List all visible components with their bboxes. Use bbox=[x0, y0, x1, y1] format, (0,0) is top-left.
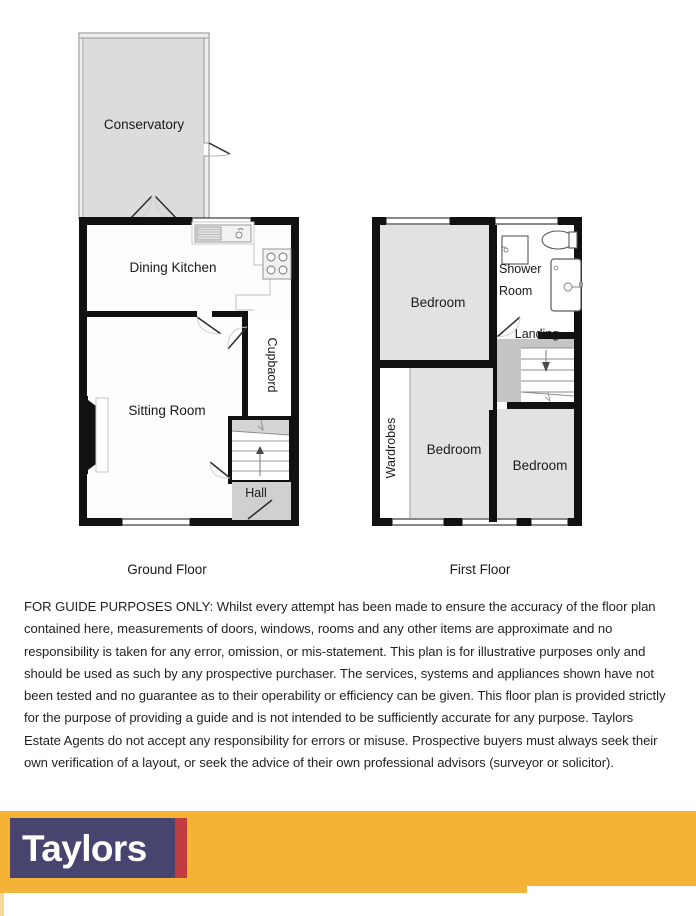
room-bedroom-2 bbox=[380, 368, 497, 522]
room-label-landing: Landing bbox=[514, 327, 560, 341]
staircase-first-floor bbox=[521, 348, 574, 402]
brand-banner-shade bbox=[0, 886, 527, 893]
basin-icon bbox=[501, 236, 528, 264]
room-bedroom-1 bbox=[380, 225, 497, 368]
wc-icon bbox=[542, 231, 577, 249]
room-label-wardrobes: Wardrobes bbox=[384, 417, 398, 479]
taylors-logo-accent-bar bbox=[175, 818, 187, 878]
hob-icon bbox=[263, 249, 291, 279]
shower-enclosure-icon bbox=[551, 259, 583, 311]
room-bedroom-3 bbox=[497, 409, 574, 518]
room-label-shower-room-line1: Shower bbox=[499, 262, 542, 276]
room-hall bbox=[232, 482, 291, 520]
banner-left-edge bbox=[0, 893, 4, 916]
room-label-conservatory: Conservatory bbox=[103, 117, 185, 132]
room-label-cupboard: Cupbaord bbox=[265, 337, 279, 393]
taylors-logo[interactable] bbox=[10, 818, 175, 878]
caption-ground-floor: Ground Floor bbox=[127, 562, 207, 577]
room-label-shower-room-line2: Room bbox=[499, 284, 533, 298]
taylors-logo-text: Taylors bbox=[22, 827, 147, 869]
first-floor-plan bbox=[372, 217, 583, 577]
room-label-dining-kitchen: Dining Kitchen bbox=[129, 260, 217, 275]
room-conservatory bbox=[79, 33, 230, 219]
bay-window-sitting-room bbox=[79, 396, 108, 474]
room-label-bedroom-1: Bedroom bbox=[410, 295, 466, 310]
room-shower-room bbox=[497, 225, 583, 339]
ground-floor-plan bbox=[79, 33, 299, 577]
room-label-hall: Hall bbox=[245, 486, 267, 500]
room-label-bedroom-2: Bedroom bbox=[426, 442, 482, 457]
caption-first-floor: First Floor bbox=[449, 562, 511, 577]
room-label-sitting-room: Sitting Room bbox=[128, 403, 206, 418]
disclaimer-text: FOR GUIDE PURPOSES ONLY: Whilst every attempt has been made to ensure the accuracy of the floor plan contained here, measurements of doors, windows, rooms and any other items are approximate and no responsibility is taken for any error, omission, or mis-statement. This plan is for illustrative purposes only and should be used as such by any prospective purchaser. The services, systems and appliances shown have not been tested and no guarantee as to their operability or efficiency can be given. This floor plan is provided strictly for the purpose of providing a guide and is not intended to be sufficiently accurate for any purpose. Taylors Estate Agents do not accept any responsibility for errors or misuse. Prospective buyers must always seek their own verification of a layout, or seek the advice of their own professional advisors (surveyor or solicitor). bbox=[24, 599, 666, 771]
wardrobes bbox=[380, 368, 410, 518]
room-label-bedroom-3: Bedroom bbox=[512, 458, 568, 473]
